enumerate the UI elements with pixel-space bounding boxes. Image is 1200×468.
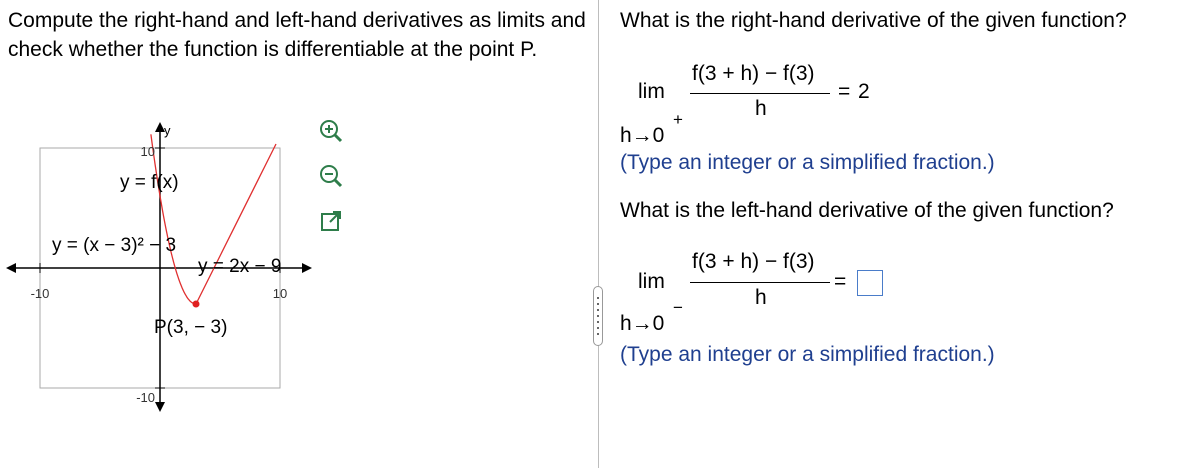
x-axis-left-arrow bbox=[6, 263, 16, 273]
x-min-label: -10 bbox=[30, 286, 50, 301]
x-max-label: 10 bbox=[272, 286, 288, 301]
denominator-left: h bbox=[755, 286, 767, 309]
fx-label: y = f(x) bbox=[120, 172, 179, 193]
zoom-in-icon[interactable] bbox=[318, 118, 344, 144]
left-derivative-question: What is the left-hand derivative of the given function? bbox=[620, 199, 1114, 222]
panel-divider bbox=[598, 0, 599, 468]
right-piece-label: y = 2x − 9 bbox=[198, 256, 282, 277]
zoom-out-icon[interactable] bbox=[318, 163, 344, 189]
superscript-minus: − bbox=[673, 298, 683, 317]
hint-right: (Type an integer or a simplified fraction.) bbox=[620, 151, 995, 174]
function-graph bbox=[0, 118, 320, 450]
left-derivative-answer-input[interactable] bbox=[857, 270, 883, 296]
lim-label-right: lim bbox=[638, 80, 665, 103]
subscript-right: h→0 bbox=[620, 124, 665, 147]
numerator-left: f(3 + h) − f(3) bbox=[692, 250, 815, 273]
popout-icon[interactable] bbox=[318, 208, 344, 234]
x-axis-right-arrow bbox=[302, 263, 312, 273]
y-min-label: -10 bbox=[136, 390, 155, 405]
lim-label-left: lim bbox=[638, 270, 665, 293]
panel-resize-handle[interactable] bbox=[593, 286, 603, 346]
equals-left: = bbox=[834, 270, 847, 293]
parabola-curve bbox=[151, 134, 196, 304]
equals-right: = bbox=[838, 80, 851, 103]
denominator-right: h bbox=[755, 97, 767, 120]
line-curve bbox=[196, 144, 276, 304]
hint-left: (Type an integer or a simplified fraction.) bbox=[620, 343, 995, 366]
right-derivative-question: What is the right-hand derivative of the given function? bbox=[620, 9, 1127, 32]
left-piece-label: y = (x − 3)² − 3 bbox=[52, 235, 177, 256]
question-prompt: Compute the right-hand and left-hand derivatives as limits and check whether the function is differentiable at the point P. bbox=[8, 9, 586, 61]
y-axis-label: y bbox=[164, 123, 171, 138]
y-max-label: 10 bbox=[140, 144, 155, 159]
fraction-bar-left bbox=[690, 282, 830, 283]
subscript-left: h→0 bbox=[620, 312, 665, 335]
fraction-bar-right bbox=[690, 93, 830, 94]
answer-right: 2 bbox=[858, 80, 870, 103]
point-p bbox=[193, 301, 200, 308]
y-axis-bottom-arrow bbox=[155, 402, 165, 412]
numerator-right: f(3 + h) − f(3) bbox=[692, 62, 815, 85]
point-p-label: P(3, − 3) bbox=[154, 317, 228, 338]
superscript-plus: + bbox=[673, 110, 683, 129]
